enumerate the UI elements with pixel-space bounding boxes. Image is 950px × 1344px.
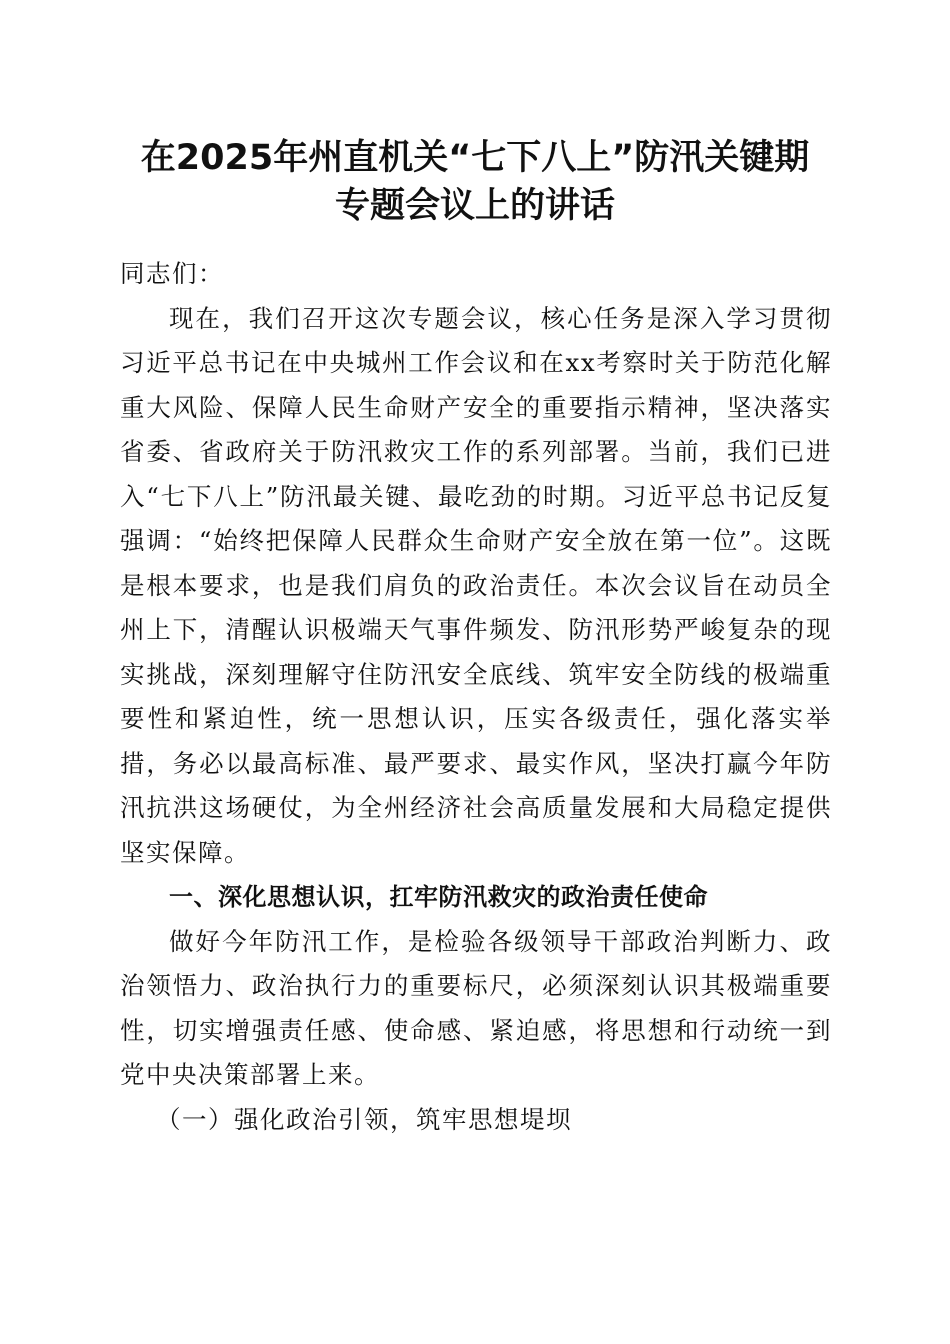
section-1-heading: 一、深化思想认识，扛牢防汛救灾的政治责任使命 — [169, 883, 708, 911]
section-1-paragraph: 做好今年防汛工作，是检验各级领导干部政治判断力、政治领悟力、政治执行力的重要标尺，必须深刻认识其极端重要性，切实增强责任感、使命感、紧迫感，将思想和行动统一到党中央决策部署上来。 — [120, 926, 832, 1089]
document-title-line-1: 在2025年州直机关“七下八上”防汛关键期 — [140, 138, 810, 178]
salutation: 同志们： — [120, 259, 224, 288]
document-title-line-2: 专题会议上的讲话 — [334, 186, 615, 226]
intro-paragraph: 现在，我们召开这次专题会议，核心任务是深入学习贯彻习近平总书记在中央城州工作会议和在xx考察时关于防范化解重大风险、保障人民生命财产安全的重要指示精神，坚决落实省委、省政府关于防汛救灾工作的系列部署。当前，我们已进入“七下八上”防汛最关键、最吃劲的时期。习近平总书记反复强调：“始终把保障人民群众生命财产安全放在第一位”。这既是根本要求，也是我们肩负的政治责任。本次会议旨在动员全州上下，清醒认识极端天气事件频发、防汛形势严峻复杂的现实挑战，深刻理解守住防汛安全底线、筑牢安全防线的极端重要性和紧迫性，统一思想认识，压实各级责任，强化落实举措，务必以最高标准、最严要求、最实作风，坚决打赢今年防汛抗洪这场硬仗，为全州经济社会高质量发展和大局稳定提供坚实保障。 — [120, 303, 832, 867]
document-body — [120, 252, 832, 1142]
section-1-subheading: （一）强化政治引领，筑牢思想堤坝 — [156, 1104, 572, 1134]
